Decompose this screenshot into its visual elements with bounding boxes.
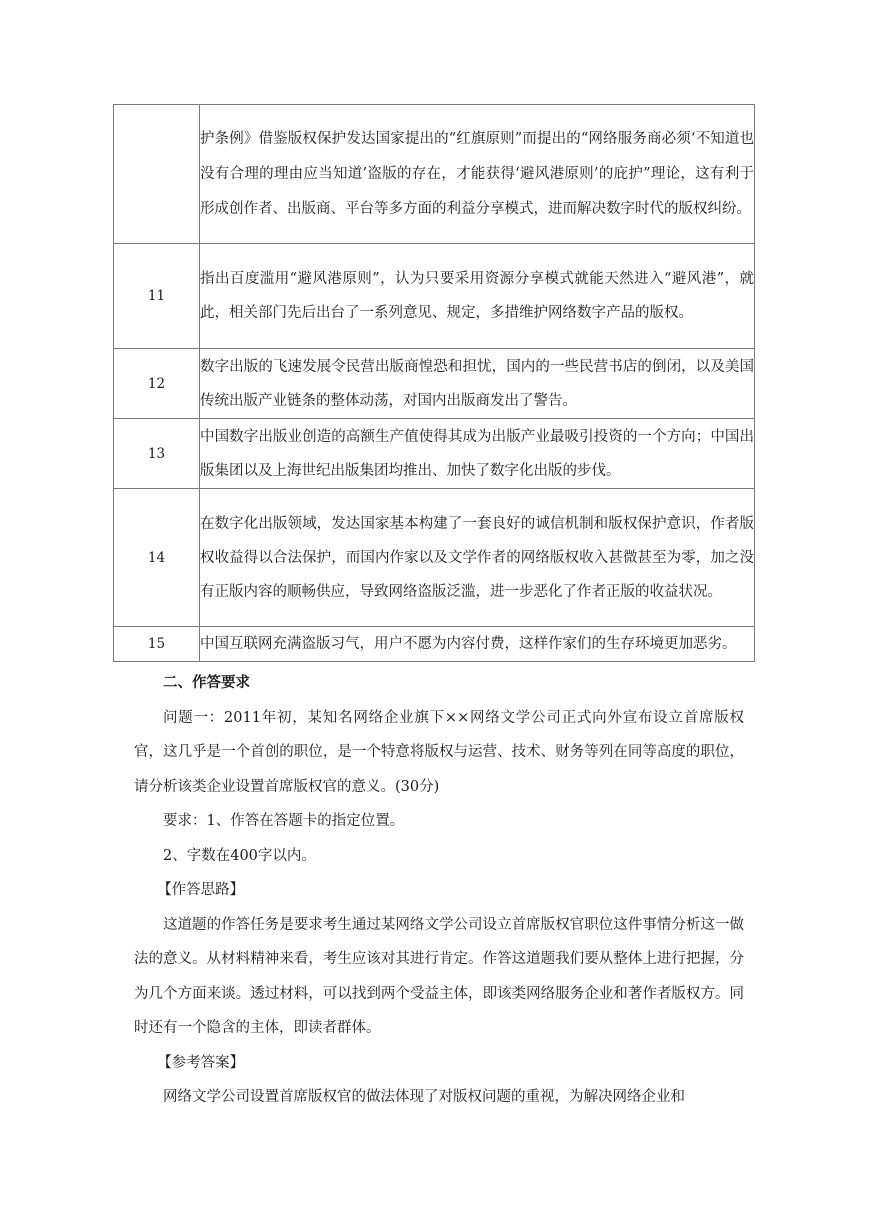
answer-section <box>134 666 744 1115</box>
row-number: 12 <box>114 349 200 419</box>
row-text: 在数字化出版领域，发达国家基本构建了一套良好的诚信机制和版权保护意识，作者版权收益得以合法保护，而国内作家以及文学作者的网络版权收入甚微甚至为零，加之没有正版内容的顺畅供应，导致网络盗版泛滥，进一步恶化了作者正版的收益状况。 <box>200 489 755 627</box>
row-number <box>114 105 200 244</box>
requirement-2: 2、字数在400字以内。 <box>163 847 316 864</box>
table-row <box>114 105 755 244</box>
table-row <box>114 349 755 419</box>
approach-heading: 【作答思路】 <box>157 882 245 898</box>
row-text: 中国数字出版业创造的高额生产值使得其成为出版产业最吸引投资的一个方向；中国出版集团以及上海世纪出版集团均推出、加快了数字化出版的步伐。 <box>200 419 755 489</box>
row-number: 11 <box>114 244 200 349</box>
table-row <box>114 489 755 627</box>
materials-table <box>113 104 755 662</box>
row-text: 护条例》借鉴版权保护发达国家提出的“红旗原则”而提出的“网络服务商必须‘不知道也没有合理的理由应当知道’盗版的存在，才能获得‘避风港原则’的庇护”理论，这有利于形成创作者、出版商、平台等多方面的利益分享模式，进而解决数字时代的版权纠纷。 <box>200 105 755 244</box>
question-text: 问题一：2011年初，某知名网络企业旗下××网络文学公司正式向外宣布设立首席版权官，这几乎是一个首创的职位，是一个特意将版权与运营、技术、财务等列在同等高度的职位，请分析该类企业设置首席版权官的意义。(30分) <box>134 709 744 795</box>
row-number: 15 <box>114 627 200 662</box>
answer-text: 网络文学公司设置首席版权官的做法体现了对版权问题的重视，为解决网络企业和 <box>163 1089 685 1105</box>
table-row <box>114 419 755 489</box>
row-number: 13 <box>114 419 200 489</box>
row-text: 中国互联网充满盗版习气，用户不愿为内容付费，这样作家们的生存环境更加恶劣。 <box>200 627 755 662</box>
section-heading: 二、作答要求 <box>163 674 250 691</box>
answer-heading: 【参考答案】 <box>157 1054 245 1071</box>
row-number: 14 <box>114 489 200 627</box>
row-text: 指出百度滥用“避风港原则”，认为只要采用资源分享模式就能天然进入“避风港”，就此，相关部门先后出台了一系列意见、规定，多措维护网络数字产品的版权。 <box>200 244 755 349</box>
row-text: 数字出版的飞速发展令民营出版商惶恐和担忧，国内的一些民营书店的倒闭，以及美国传统出版产业链条的整体动荡，对国内出版商发出了警告。 <box>200 349 755 419</box>
requirement-1: 要求：1、作答在答题卡的指定位置。 <box>163 813 405 829</box>
approach-text: 这道题的作答任务是要求考生通过某网络文学公司设立首席版权官职位这件事情分析这一做法的意义。从材料精神来看，考生应该对其进行肯定。作答这道题我们要从整体上进行把握，分为几个方面来谈。透过材料，可以找到两个受益主体，即该类网络服务企业和著作者版权方。同时还有一个隐含的主体，即读者群体。 <box>134 916 744 1036</box>
table-row <box>114 244 755 349</box>
table-row <box>114 627 755 662</box>
